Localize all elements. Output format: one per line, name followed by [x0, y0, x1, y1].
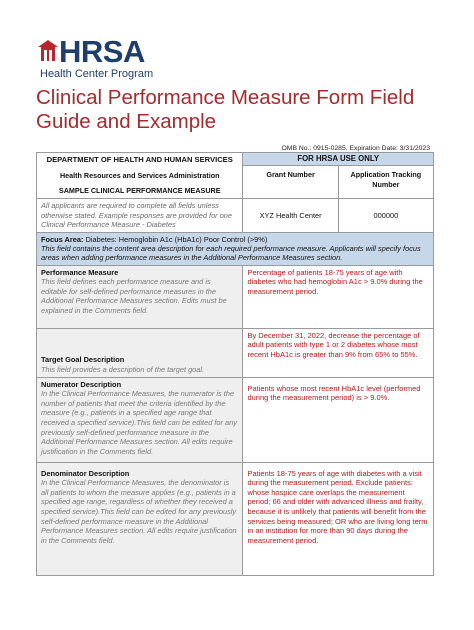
for-hrsa-use-header: FOR HRSA USE ONLY — [243, 153, 434, 166]
example-response: Patients whose most recent HbA1c level (performed during the measurement period) is > 9.0%. — [243, 377, 434, 462]
measure-form-table — [36, 152, 434, 576]
sample-measure-label: SAMPLE CLINICAL PERFORMANCE MEASURE — [58, 186, 221, 195]
table-row — [37, 462, 434, 575]
focus-area-row — [37, 232, 434, 265]
focus-area-value: Diabetes: Hemoglobin A1c (HbA1c) Poor Control (>9%) — [85, 234, 268, 244]
field-label-cell — [37, 377, 243, 462]
page-title: Clinical Performance Measure Form Field Guide and Example — [36, 86, 415, 133]
field-description: In the Clinical Performance Measures, the numerator is the number of patients that meet the criteria identified by the measure (e.g., patients in a specified age range that received a specified service).This field can be edited for any previously self-defined performance measure in the Additional Performance Measures section. All edits require justification in the Comments field. — [41, 389, 237, 456]
agency-name: Health Resources and Services Administration — [59, 171, 220, 180]
table-row — [37, 377, 434, 462]
hrsa-logo — [38, 34, 168, 82]
focus-area-label: Focus Area: — [41, 234, 84, 244]
header-org-cell — [37, 153, 243, 199]
focus-area-description: This field contains the content area description for each required performance measure. Applicants will specify focus areas when adding performance measures in the Additional Performance Measures section. — [41, 244, 421, 263]
field-description: In the Clinical Performance Measures, the denominator is all patients to whom the measure applies (e.g., patients in a specified age range, regardless of whether they received a specified service).This field can be edited for any previously self-defined performance measure in the Additional Performance Measures section. All edits require justification in the Comments field. — [41, 478, 237, 545]
field-label-cell — [37, 265, 243, 328]
grant-number-value: XYZ Health Center — [243, 199, 338, 233]
example-response: Percentage of patients 18-75 years of age with diabetes who had hemoglobin A1c > 9.0% during the measurement period. — [243, 265, 434, 328]
logo-subtitle: Health Center Program — [40, 68, 154, 80]
example-response: Patients 18-75 years of age with diabetes with a visit during the measurement period. Exclude patients: whose hospice care overlaps the measurement period; 66 and older with advanced illness and frailty, because it is unlikely that patients will benefit from the services being measured; OR who are living long term in an institution for more than 90 days during the measurement period. — [243, 462, 434, 575]
field-title: Denominator Description — [41, 468, 130, 478]
grant-number-header: Grant Number — [243, 166, 338, 199]
field-title: Performance Measure — [41, 267, 119, 277]
field-description: This field defines each performance measure and is editable for self-defined performance measures in the Additional Performance Measures section. Edits must be explained in the Comments field. — [41, 277, 227, 316]
table-row — [37, 328, 434, 377]
hhs-eagle-icon — [38, 40, 58, 62]
field-title: Numerator Description — [41, 379, 122, 389]
field-description: This field provides a description of the target goal. — [41, 365, 205, 375]
example-response: By December 31, 2022, decrease the percentage of adult patients with type 1 or 2 diabetes whose most recent HbA1c is greater than 9% from 65% to 55%. — [243, 328, 434, 377]
table-row — [37, 265, 434, 328]
department-name: DEPARTMENT OF HEALTH AND HUMAN SERVICES — [46, 155, 233, 164]
tracking-number-header: Application Tracking Number — [338, 166, 433, 199]
tracking-number-value: 000000 — [338, 199, 433, 233]
field-label-cell — [37, 328, 243, 377]
logo-wordmark: HRSA — [59, 34, 145, 69]
field-title: Target Goal Description — [41, 355, 125, 365]
omb-number: OMB No.: 0915-0285. Expiration Date: 3/31/2023 — [281, 145, 430, 152]
instructions-note: All applicants are required to complete all fields unless otherwise stated. Example responses are provided for one Clinical Performance Measure - Diabetes — [37, 199, 243, 233]
field-label-cell — [37, 462, 243, 575]
